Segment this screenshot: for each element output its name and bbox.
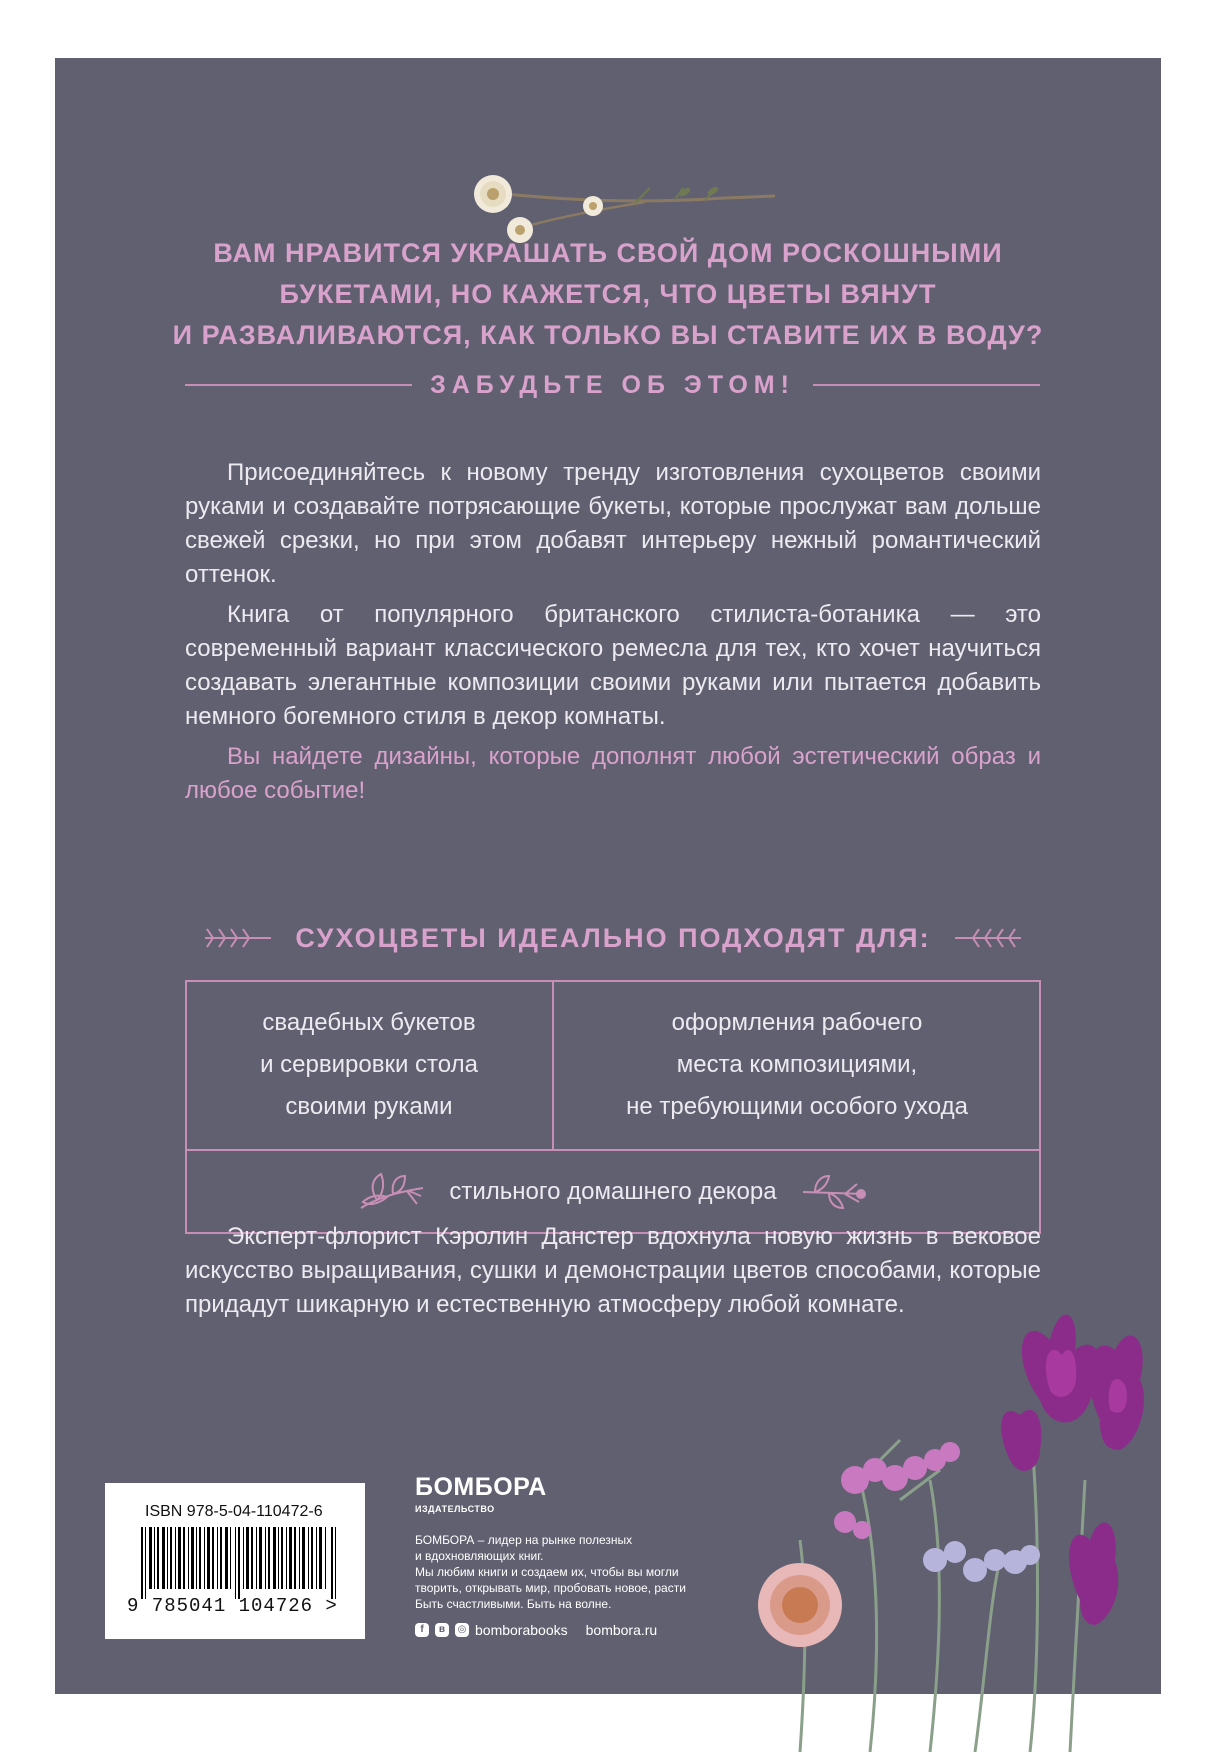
uses-cell-wedding-line-3: своими руками — [285, 1093, 453, 1120]
publisher-logo-sub: ИЗДАТЕЛЬСТВО — [415, 1504, 495, 1514]
uses-heading — [185, 918, 1041, 958]
publisher-desc-line-1: БОМБОРА – лидер на рынке полезных — [415, 1533, 633, 1547]
paragraph-1: Присоединяйтесь к новому тренду изготовления сухоцветов своими руками и создавайте потрясающие букеты, которые прослужат вам дольше свежей срезки, но при этом добавят интерьеру нежный романтический оттенок. — [185, 459, 1041, 588]
uses-table — [185, 980, 1041, 1234]
barcode-icon — [141, 1527, 341, 1599]
headline-line-3: И РАЗВАЛИВАЮТСЯ, КАК ТОЛЬКО ВЫ СТАВИТЕ ИХ В ВОДУ? — [172, 320, 1044, 350]
publisher-block — [415, 1473, 745, 1638]
paragraph-4: Эксперт-флорист Кэролин Данстер вдохнула новую жизнь в вековое искусство выращивания, сушки и демонстрации цветов способами, которые придадут шикарную и естественную атмосферу любой комнате. — [185, 1223, 1041, 1318]
uses-cell-workplace-line-2: места композициями, — [676, 1051, 918, 1078]
uses-cell-wedding — [185, 980, 553, 1150]
publisher-site[interactable]: bombora.ru — [585, 1622, 658, 1638]
uses-cell-wedding-line-1: свадебных букетов — [262, 1009, 476, 1036]
publisher-desc-line-2: и вдохновляющих книг. — [415, 1549, 544, 1563]
publisher-description — [415, 1532, 745, 1612]
uses-cell-workplace-line-1: оформления рабочего — [671, 1009, 923, 1036]
uses-cell-wedding-line-2: и сервировки стола — [260, 1051, 478, 1078]
divider-right — [813, 384, 1040, 386]
social-handle[interactable]: bomborabooks — [475, 1622, 568, 1638]
headline — [55, 233, 1161, 356]
isbn-label: ISBN 978-5-04-110472-6 — [145, 1503, 323, 1520]
sprig-right-icon — [953, 923, 1023, 953]
uses-cell-workplace — [553, 980, 1041, 1150]
flower-left-icon — [357, 1170, 427, 1214]
publisher-desc-line-3: Мы любим книги и создаем их, чтобы вы могли — [415, 1565, 679, 1579]
uses-cell-decor-text: стильного домашнего декора — [449, 1178, 777, 1205]
barcode-block — [105, 1483, 365, 1639]
facebook-icon[interactable]: f — [415, 1623, 429, 1637]
flower-right-icon — [799, 1170, 869, 1214]
publisher-social — [415, 1622, 745, 1638]
publisher-logo: БОМБОРА — [415, 1473, 547, 1501]
back-cover — [55, 58, 1161, 1694]
instagram-icon[interactable]: ◎ — [455, 1623, 469, 1637]
paragraph-3: Вы найдете дизайны, которые дополнят любой эстетический образ и любое событие! — [185, 743, 1041, 804]
uses-cell-workplace-line-3: не требующими особого ухода — [626, 1093, 968, 1120]
publisher-desc-line-4: творить, открывать мир, пробовать новое, расти — [415, 1581, 686, 1595]
barcode-digits: 9 785041 104726 > — [127, 1595, 338, 1617]
headline-line-1: ВАМ НРАВИТСЯ УКРАШАТЬ СВОЙ ДОМ РОСКОШНЫМИ — [213, 238, 1003, 268]
vk-icon[interactable]: в — [435, 1623, 449, 1637]
uses-heading-text: СУХОЦВЕТЫ ИДЕАЛЬНО ПОДХОДЯТ ДЛЯ: — [295, 922, 931, 953]
sprig-left-icon — [203, 923, 273, 953]
publisher-desc-line-5: Быть счастливыми. Быть на волне. — [415, 1597, 612, 1611]
forget-text: ЗАБУДЬТЕ ОБ ЭТОМ! — [430, 370, 795, 399]
forget-banner — [185, 370, 1040, 400]
headline-line-2: БУКЕТАМИ, НО КАЖЕТСЯ, ЧТО ЦВЕТЫ ВЯНУТ — [279, 279, 937, 309]
divider-left — [185, 384, 412, 386]
paragraph-2: Книга от популярного британского стилиста-ботаника — это современный вариант классического ремесла для тех, кто хочет научиться создавать элегантные композиции своими руками или пытается добавить немного богемного стиля в декор комнаты. — [185, 601, 1041, 730]
